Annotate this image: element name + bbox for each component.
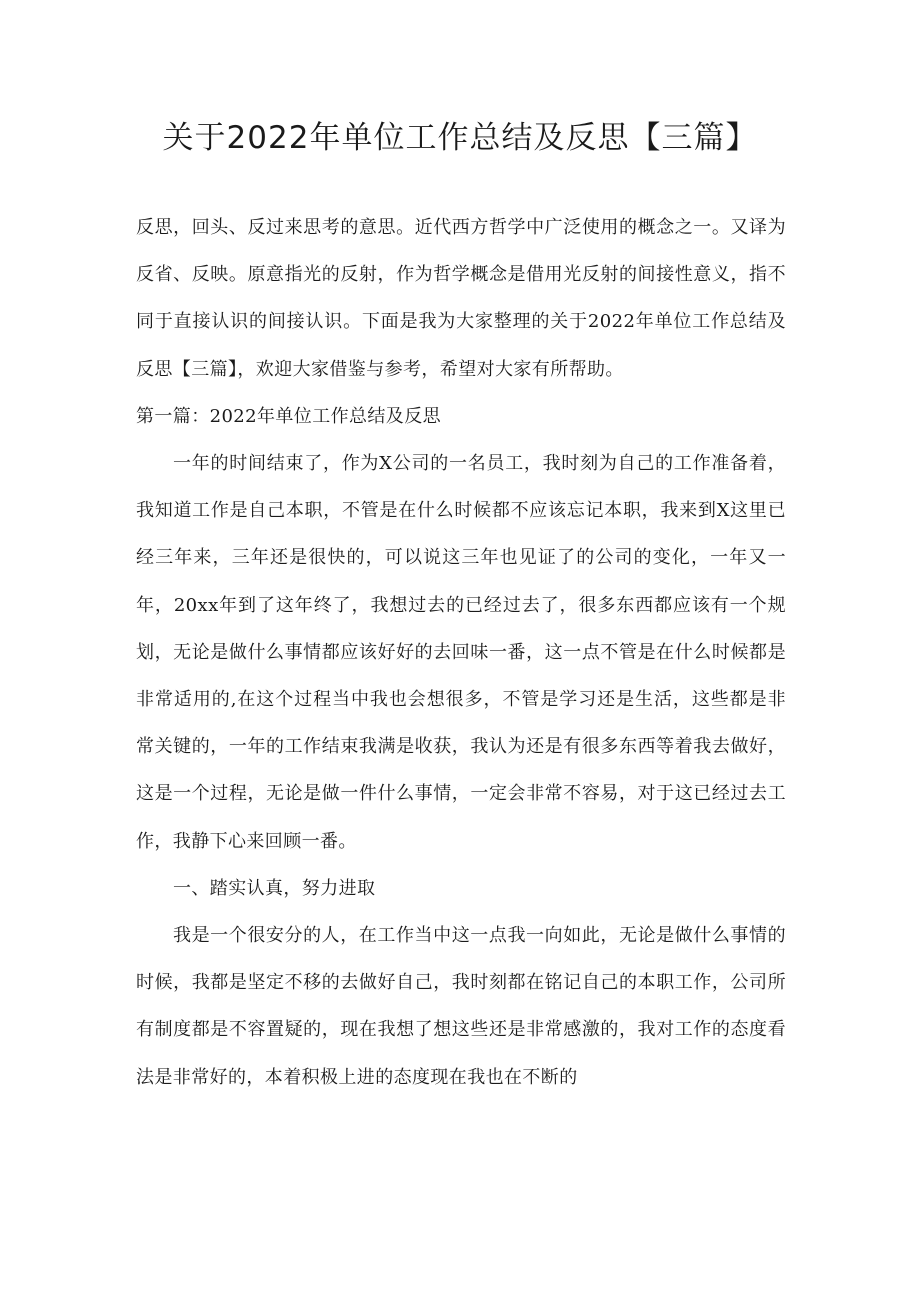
section-one-heading: 一、踏实认真，努力进取 (173, 877, 376, 899)
intro-paragraph: 反思，回头、反过来思考的意思。近代西方哲学中广泛使用的概念之一。又译为反省、反映。原意指光的反射，作为哲学概念是借用光反射的间接性意义，指不同于直接认识的间接认识。下面是我为大家整理的关于2022年单位工作总结及反思【三篇】，欢迎大家借鉴与参考，希望对大家有所帮助。 (136, 217, 786, 380)
document-title: 关于2022年单位工作总结及反思【三篇】 (162, 120, 758, 156)
document-body (136, 204, 786, 1101)
section-one-paragraph: 我是一个很安分的人，在工作当中这一点我一向如此，无论是做什么事情的时候，我都是坚定不移的去做好自己，我时刻都在铭记自己的本职工作，公司所有制度都是不容置疑的，现在我想了想这些还是非常感激的，我对工作的态度看法是非常好的，本着积极上进的态度现在我也在不断的 (136, 925, 786, 1088)
part-one-paragraph: 一年的时间结束了，作为X公司的一名员工，我时刻为自己的工作准备着，我知道工作是自己本职，不管是在什么时候都不应该忘记本职，我来到X这里已经三年来，三年还是很快的，可以说这三年也见证了的公司的变化，一年又一年，20xx年到了这年终了，我想过去的已经过去了，很多东西都应该有一个规划，无论是做什么事情都应该好好的去回味一番，这一点不管是在什么时候都是非常适用的,在这个过程当中我也会想很多，不管是学习还是生活，这些都是非常关键的，一年的工作结束我满是收获，我认为还是有很多东西等着我去做好，这是一个过程，无论是做一件什么事情，一定会非常不容易，对于这已经过去工作，我静下心来回顾一番。 (136, 453, 786, 852)
part-one-heading: 第一篇：2022年单位工作总结及反思 (136, 405, 442, 427)
